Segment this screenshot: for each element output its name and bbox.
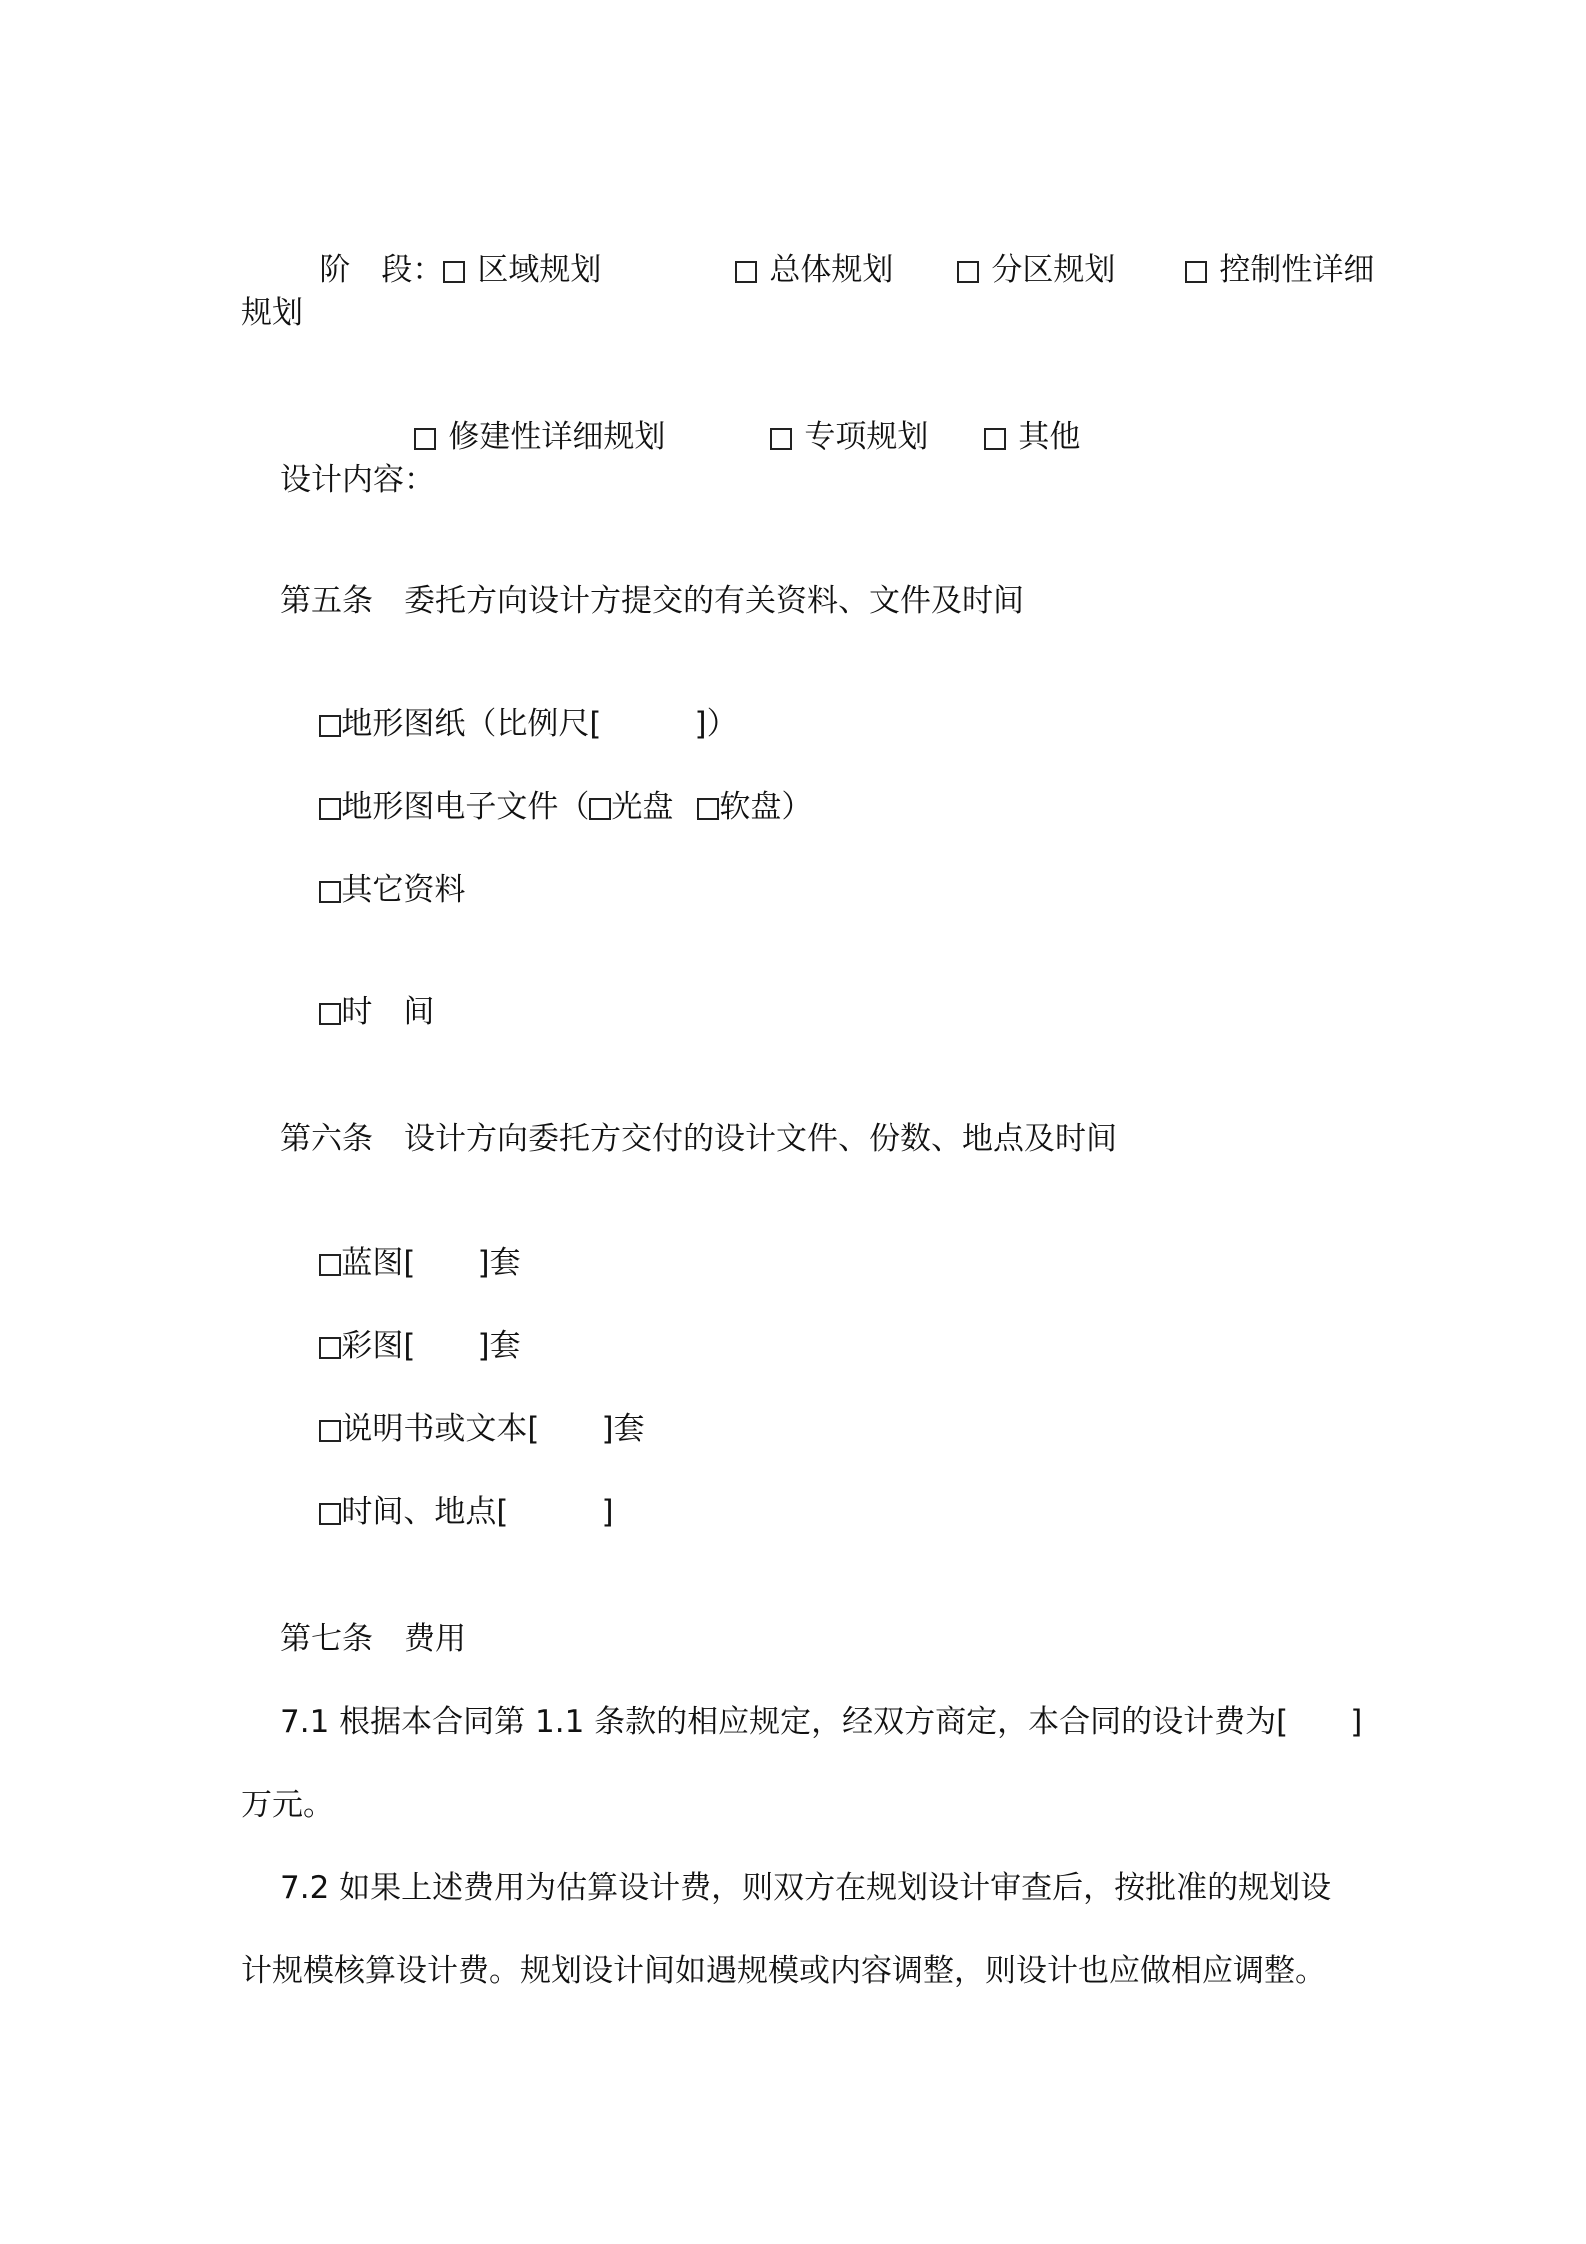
label-cd: 光盘 (611, 789, 674, 825)
article5-title: 第五条 委托方向设计方提交的有关资料、文件及时间 (280, 583, 1024, 619)
article7-p1-line1: 7.1 根据本合同第 1.1 条款的相应规定，经双方商定，本合同的设计费为[ ] (280, 1704, 1363, 1740)
stage-label: 阶 段： (319, 252, 444, 288)
label-topo-electronic: 地形图电子文件（ (341, 789, 590, 825)
stage-row-1c (918, 210, 1115, 330)
checkbox-district-planning[interactable] (957, 261, 979, 283)
label-manual: 说明书或文本[ ]套 (341, 1411, 645, 1447)
checkbox-color-drawing[interactable] (319, 1337, 341, 1359)
item-time-place (280, 1452, 614, 1572)
label-topo-paper: 地形图纸（比例尺[ ]） (341, 706, 738, 742)
article7-p2-line2: 计规模核算设计费。规划设计间如遇规模或内容调整，则设计也应做相应调整。 (241, 1953, 1326, 1989)
checkbox-constructive-detailed[interactable] (414, 428, 436, 450)
checkbox-regional-planning[interactable] (443, 261, 465, 283)
checkbox-regulatory-detailed[interactable] (1185, 261, 1207, 283)
label-floppy: 软盘） (719, 789, 813, 825)
stage-row-2c (945, 377, 1080, 497)
option-district-planning: 分区规划 (991, 252, 1116, 288)
design-content-label: 设计内容： (280, 462, 435, 498)
stage-wrap-text: 规划 (241, 295, 303, 331)
checkbox-topo-paper[interactable] (319, 715, 341, 737)
label-time: 时 间 (341, 994, 435, 1030)
label-blueprint: 蓝图[ ]套 (341, 1245, 521, 1281)
checkbox-blueprint[interactable] (319, 1254, 341, 1276)
article7-p1-line2: 万元。 (241, 1787, 334, 1823)
stage-row-1 (280, 210, 601, 330)
item-time (280, 952, 434, 1072)
option-regulatory-detailed: 控制性详细 (1219, 252, 1375, 288)
checkbox-topo-electronic[interactable] (319, 798, 341, 820)
article7-p2-line1: 7.2 如果上述费用为估算设计费，则双方在规划设计审查后，按批准的规划设 (280, 1870, 1332, 1906)
article7-title: 第七条 费用 (280, 1621, 466, 1657)
stage-row-2b (731, 377, 928, 497)
checkbox-manual[interactable] (319, 1420, 341, 1442)
item-other-materials (280, 830, 465, 950)
stage-row-1b (696, 210, 893, 330)
label-other-materials: 其它资料 (341, 872, 466, 908)
label-color-drawing: 彩图[ ]套 (341, 1328, 521, 1364)
checkbox-other-materials[interactable] (319, 881, 341, 903)
option-special-planning: 专项规划 (804, 419, 929, 455)
option-master-planning: 总体规划 (769, 252, 894, 288)
article6-title: 第六条 设计方向委托方交付的设计文件、份数、地点及时间 (280, 1121, 1117, 1157)
option-regional-planning: 区域规划 (477, 252, 602, 288)
checkbox-time[interactable] (319, 1003, 341, 1025)
checkbox-cd[interactable] (589, 798, 611, 820)
label-time-place: 时间、地点[ ] (341, 1494, 614, 1530)
checkbox-time-place[interactable] (319, 1503, 341, 1525)
checkbox-master-planning[interactable] (735, 261, 757, 283)
checkbox-floppy[interactable] (697, 798, 719, 820)
checkbox-special-planning[interactable] (770, 428, 792, 450)
option-constructive-detailed: 修建性详细规划 (448, 419, 666, 455)
checkbox-other[interactable] (984, 428, 1006, 450)
option-other: 其他 (1018, 419, 1081, 455)
stage-row-1d (1146, 210, 1374, 330)
